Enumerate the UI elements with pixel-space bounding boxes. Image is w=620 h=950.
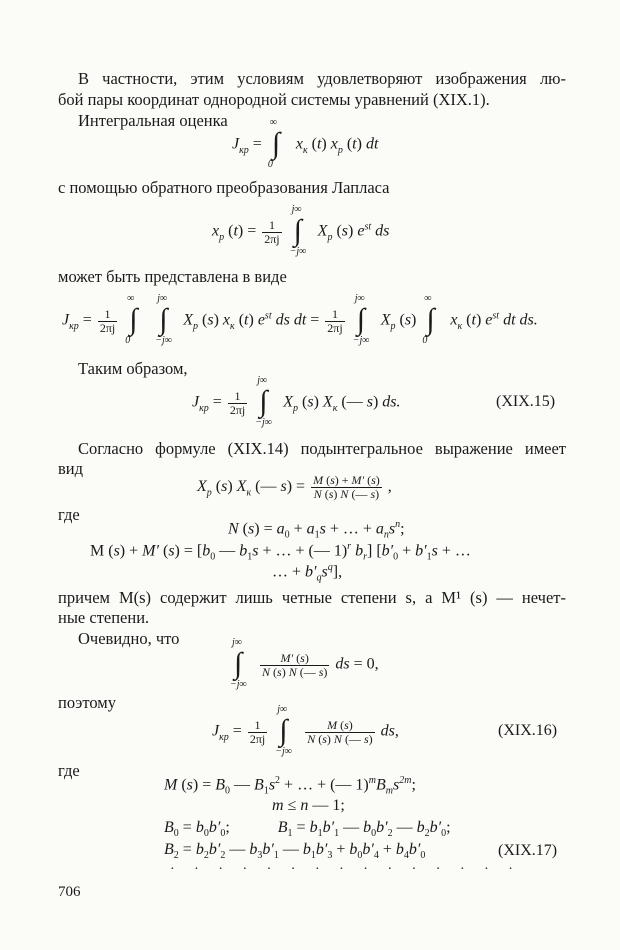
page-number: 706 xyxy=(58,884,81,900)
paragraph-line: Согласно формуле (XIX.14) подынтегральное выражение имеет xyxy=(78,439,566,458)
paragraph-line: Очевидно, что xyxy=(78,629,180,648)
equation-odd-integral: j∞ ∫ −j∞ $\frac{M' (s)}{N (s) N (— s)}$ ds = 0, xyxy=(230,637,379,690)
paragraph-line: Интегральная оценка xyxy=(78,111,228,130)
equation-m-condition: m ≤ n — 1; xyxy=(272,797,345,814)
paragraph-line: ные степени. xyxy=(58,608,150,627)
paragraph-line: может быть представлена в виде xyxy=(58,267,287,286)
equation-m-expansion: M $(s) = B_0$ — $B_1s^2$ + … + (— $1)^mB_ms^{2m}$; xyxy=(164,775,416,797)
equation-xix-16: $J_{кр}$ = $\frac{1}{2\pi j}$ j∞ ∫ −j∞ $\frac{M (s)}{N (s) N (— s)}$ ds, xyxy=(212,704,399,757)
paragraph-line: бой пары координат однородной системы уравнений (XIX.1). xyxy=(58,90,490,109)
equation-inverse-laplace: $x_p$ (t) = $\frac{1}{2\pi j}$ j∞ ∫ −j∞ $X_p$ (s) $e^{st}$ ds xyxy=(212,204,390,257)
equation-number: (XIX.15) xyxy=(496,393,556,410)
paragraph-line: поэтому xyxy=(58,693,116,712)
paragraph-line: вид xyxy=(58,459,84,478)
paragraph-line: где xyxy=(58,505,80,524)
paragraph-line: где xyxy=(58,761,80,780)
equation-integral-estimate: $J_{кр}$ = ∞ ∫ 0 $x_к$ (t) $x_p$ (t) dt xyxy=(232,117,379,170)
continuation-dots: · · · · · · · · · · · · · · · xyxy=(170,862,521,877)
equation-integrand: $X_p$ (s) $X_к$ (— s) = $\frac{M (s) + M' (s)}{N (s) N (— s)}$ , xyxy=(197,473,392,501)
equation-b2: $B_2 = b_2b'_2$ — $b_3b'_1$ — $b_1b'_3 + b_0b'_4 + b_4b'_0$ xyxy=(164,841,426,862)
paragraph-line: Таким образом, xyxy=(78,359,188,378)
equation-double-integral: $J_{кр}$ = $\frac{1}{2\pi j}$ ∞ ∫ 0 j∞ ∫ −j∞ $X_p$ (s) $x_к$ (t) $e^{st}$ ds dt = $\frac{1}{2\pi j}$ j∞ ∫ −j∞ $X_p$ (s) ∞ ∫ 0 $x_к$ (t) $e^{st}$ dt ds. xyxy=(62,293,538,346)
equation-b0-b1: $B_0 = b_0b'_0$; $B_1 = b_1b'_1$ — $b_0b'_2$ — $b_2b'_0$; xyxy=(164,819,451,840)
equation-number: (XIX.16) xyxy=(498,722,558,739)
paragraph-line: В частности, этим условиям удовлетворяют изображения лю- xyxy=(78,69,566,88)
equation-xix-15: $J_{кр}$ = $\frac{1}{2\pi j}$ j∞ ∫ −j∞ $X_p$ (s) $X_к$ (— s) ds. xyxy=(192,375,401,428)
equation-n-polynomial: N $(s) = a_0 + a_1s$ + … + $a_ns^n$; xyxy=(228,519,405,541)
equation-m-polynomial: M (s) + M′ $(s) = [b_0$ — $b_1s$ + … + (— 1)$^r$ $b_r$] [$b'_0 + b'_1s$ + … xyxy=(90,541,471,563)
paragraph-line: причем M(s) содержит лишь четные степени s, а M¹ (s) — нечет- xyxy=(58,588,566,607)
equation-m-polynomial-cont: … + $b'_qs^q$], xyxy=(272,562,343,584)
paragraph-line: с помощью обратного преобразования Лапласа xyxy=(58,178,390,197)
equation-number: (XIX.17) xyxy=(498,842,558,859)
